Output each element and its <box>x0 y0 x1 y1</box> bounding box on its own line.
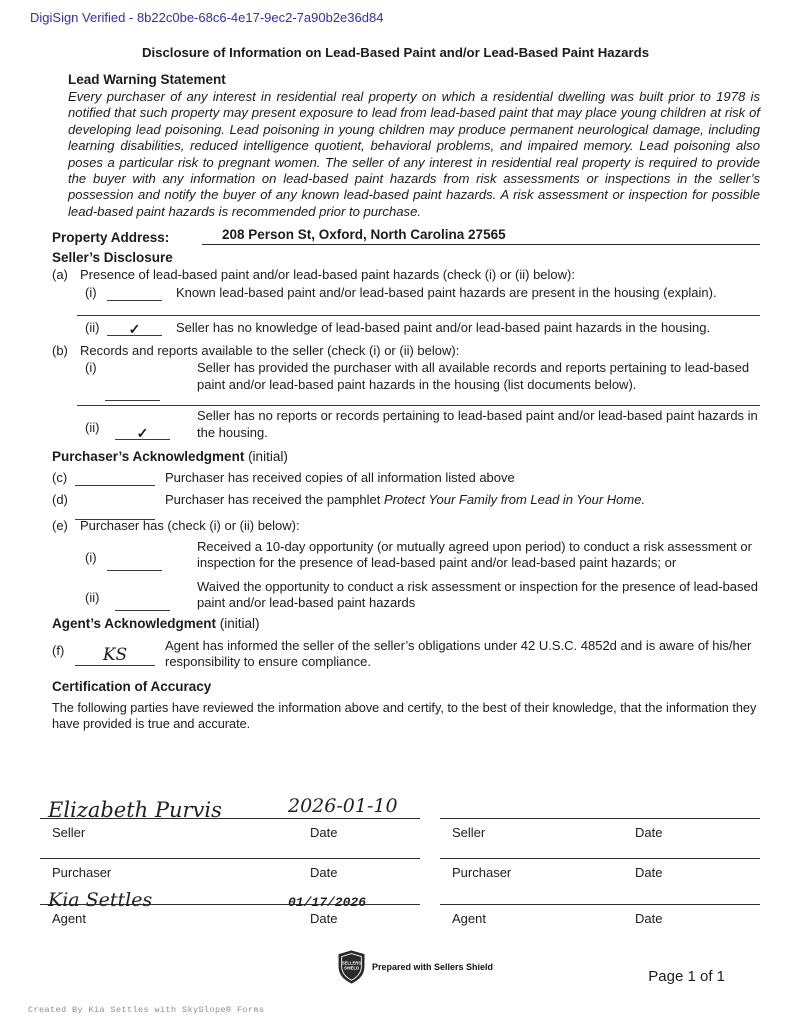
item-a-text: Presence of lead-based paint and/or lead-based paint hazards (check (i) or (ii) below): <box>80 267 575 283</box>
purchaser-role-label: Purchaser <box>52 865 112 880</box>
item-c-label: (c) <box>52 470 68 486</box>
item-e-label: (e) <box>52 518 68 534</box>
item-e-i-label: (i) <box>85 550 97 565</box>
pamphlet-title: Protect Your Family from Lead in Your Home. <box>383 491 646 507</box>
item-f-label: (f) <box>52 642 65 658</box>
item-a-i-text: Known lead-based paint and/or lead-based paint hazards are present in the housing (explain). <box>176 284 717 300</box>
lead-warning-heading: Lead Warning Statement <box>68 72 226 87</box>
purchasers-acknowledgment-suffix: (initial) <box>244 449 288 465</box>
item-d <box>52 492 760 509</box>
page-number: Page 1 of 1 <box>648 968 725 985</box>
item-f <box>52 638 760 671</box>
agent-signature-date[interactable]: 01/17/2026 <box>288 895 367 910</box>
explain-blank-line[interactable] <box>77 315 760 316</box>
item-e-ii-text: Waived the opportunity to conduct a risk assessment or inspection for the presence of lead-based paint and/or lead-based paint hazards <box>197 578 758 611</box>
item-a-ii-label: (ii) <box>85 320 100 336</box>
seller-signature[interactable]: Elizabeth Purvis <box>48 798 222 822</box>
check-blank-a-ii[interactable] <box>107 320 162 336</box>
certification-heading: Certification of Accuracy <box>52 678 212 694</box>
agent2-date-label: Date <box>635 911 663 926</box>
item-e-text: Purchaser has (check (i) or (ii) below): <box>80 518 300 534</box>
agent-initial-field[interactable] <box>75 638 155 666</box>
item-c <box>52 470 760 487</box>
item-b-i-controls <box>85 360 197 393</box>
item-d-text: Purchaser has received the pamphlet Protect Your Family from Lead in Your Home. <box>165 491 646 507</box>
item-e <box>52 518 760 535</box>
purchaser-date-label: Date <box>310 865 338 880</box>
property-address-label: Property Address: <box>52 230 170 246</box>
item-a-i <box>85 285 760 302</box>
item-e-ii-label: (ii) <box>85 590 100 605</box>
initial-blank-c[interactable] <box>75 470 155 486</box>
check-blank-b-ii[interactable] <box>115 424 170 440</box>
item-b-ii-text: Seller has no reports or records pertaining to lead-based paint and/or lead-based paint hazards in the housing. <box>197 408 758 440</box>
purchaser2-role-label: Purchaser <box>452 865 512 880</box>
seller-role-label: Seller <box>52 825 86 840</box>
item-a-i-label: (i) <box>85 284 97 300</box>
item-b-i-text: Seller has provided the purchaser with all available records and reports pertaining to lead-based paint and/or lead-based paint hazards in the housing (list documents below). <box>197 360 750 392</box>
signature-row-purchaser <box>40 846 760 880</box>
prepared-with-text: Prepared with Sellers Shield <box>372 962 494 972</box>
purchasers-acknowledgment-heading: Purchaser’s Acknowledgment (initial) <box>52 449 288 465</box>
item-f-text: Agent has informed the seller of the seller’s obligations under 42 U.S.C. 4852d and is aware of his/her responsibility to ensure compliance. <box>165 637 752 670</box>
item-d-label: (d) <box>52 491 68 507</box>
item-b-label: (b) <box>52 342 68 358</box>
item-e-ii-controls <box>85 579 197 612</box>
item-b-ii-label: (ii) <box>85 419 100 435</box>
property-address-row <box>52 227 760 245</box>
item-b-ii-controls <box>85 408 197 441</box>
shield-icon <box>337 950 366 984</box>
item-a <box>52 267 760 284</box>
created-by-text: Created By Kia Settles with SkySlope® Forms <box>28 1005 265 1015</box>
item-b-ii <box>85 408 760 441</box>
item-a-ii-text: Seller has no knowledge of lead-based paint and/or lead-based paint hazards in the housing. <box>176 320 711 336</box>
item-b <box>52 343 760 360</box>
agents-acknowledgment-suffix: (initial) <box>216 615 260 631</box>
check-blank-e-ii[interactable] <box>115 595 170 611</box>
seller2-role-label: Seller <box>452 825 486 840</box>
signature-section <box>40 786 760 932</box>
agent2-role-label: Agent <box>452 911 486 926</box>
sellers-disclosure-heading: Seller’s Disclosure <box>52 250 173 266</box>
sellers-shield-logo <box>337 950 493 984</box>
item-a-ii <box>85 320 760 337</box>
item-e-i-controls <box>85 539 197 572</box>
agent-date-label: Date <box>310 911 338 926</box>
item-e-i <box>85 539 760 572</box>
check-blank-a-i[interactable] <box>107 285 162 301</box>
check-blank-b-i[interactable] <box>105 385 160 401</box>
item-e-ii <box>85 579 760 612</box>
seller-date-label: Date <box>310 825 338 840</box>
item-b-text: Records and reports available to the seller (check (i) or (ii) below): <box>80 342 460 358</box>
digisign-verified-text: DigiSign Verified - 8b22c0be-68c6-4e17-9ec2-7a90b2e36d84 <box>30 10 384 25</box>
agent-role-label: Agent <box>52 911 86 926</box>
svg-text:SELLERS: SELLERS <box>342 960 361 966</box>
initial-blank-d[interactable] <box>75 504 155 520</box>
property-address-value[interactable]: 208 Person St, Oxford, North Carolina 27565 <box>202 227 760 245</box>
documents-blank-line[interactable] <box>77 405 760 406</box>
seller-signature-date[interactable]: 2026-01-10 <box>288 795 398 817</box>
seller2-date-label: Date <box>635 825 663 840</box>
item-b-i-label: (i) <box>85 360 97 376</box>
item-e-i-text: Received a 10-day opportunity (or mutually agreed upon period) to conduct a risk assessment or inspection for the presence of lead-based paint and/or lead-based paint hazards; or <box>197 538 752 571</box>
certification-body: The following parties have reviewed the information above and certify, to the best of their knowledge, that the information they have provided is true and accurate. <box>52 700 757 731</box>
check-blank-e-i[interactable] <box>107 555 162 571</box>
svg-text:SHIELD: SHIELD <box>343 965 360 971</box>
document-title: Disclosure of Information on Lead-Based Paint and/or Lead-Based Paint Hazards <box>141 45 650 60</box>
agent-initials-value: KS <box>102 645 128 666</box>
signature-row-seller <box>40 786 760 840</box>
signature-row-agent <box>40 886 760 926</box>
item-c-text: Purchaser has received copies of all information listed above <box>165 470 515 486</box>
purchaser2-date-label: Date <box>635 865 663 880</box>
agents-acknowledgment-heading: Agent’s Acknowledgment (initial) <box>52 615 260 631</box>
lead-warning-body: Every purchaser of any interest in residential real property on which a residential dwelling was built prior to 1978 is notified that such property may present exposure to lead from lead-based paint that may place young children at risk of developing lead poisoning. Lead poisoning in young children may produce permanent neurological damage, including learning disabilities, reduced intelligence quotient, behavioral problems, and impaired memory. Lead poisoning also poses a particular risk to pregnant women. The seller of any interest in residential real property is required to provide the buyer with any information on lead-based paint hazards from risk assessments or inspections in the seller’s possession and notify the buyer of any known lead-based paint hazards. A risk assessment or inspection for possible lead-based paint hazards is recommended prior to purchase. <box>68 89 760 219</box>
item-b-i <box>85 360 760 393</box>
item-a-label: (a) <box>52 267 68 283</box>
form-body <box>52 72 760 732</box>
checkmark-b-ii: ✓ <box>136 425 149 441</box>
checkmark-a-ii: ✓ <box>128 321 141 338</box>
agent-signature[interactable]: Kia Settles <box>48 889 153 911</box>
